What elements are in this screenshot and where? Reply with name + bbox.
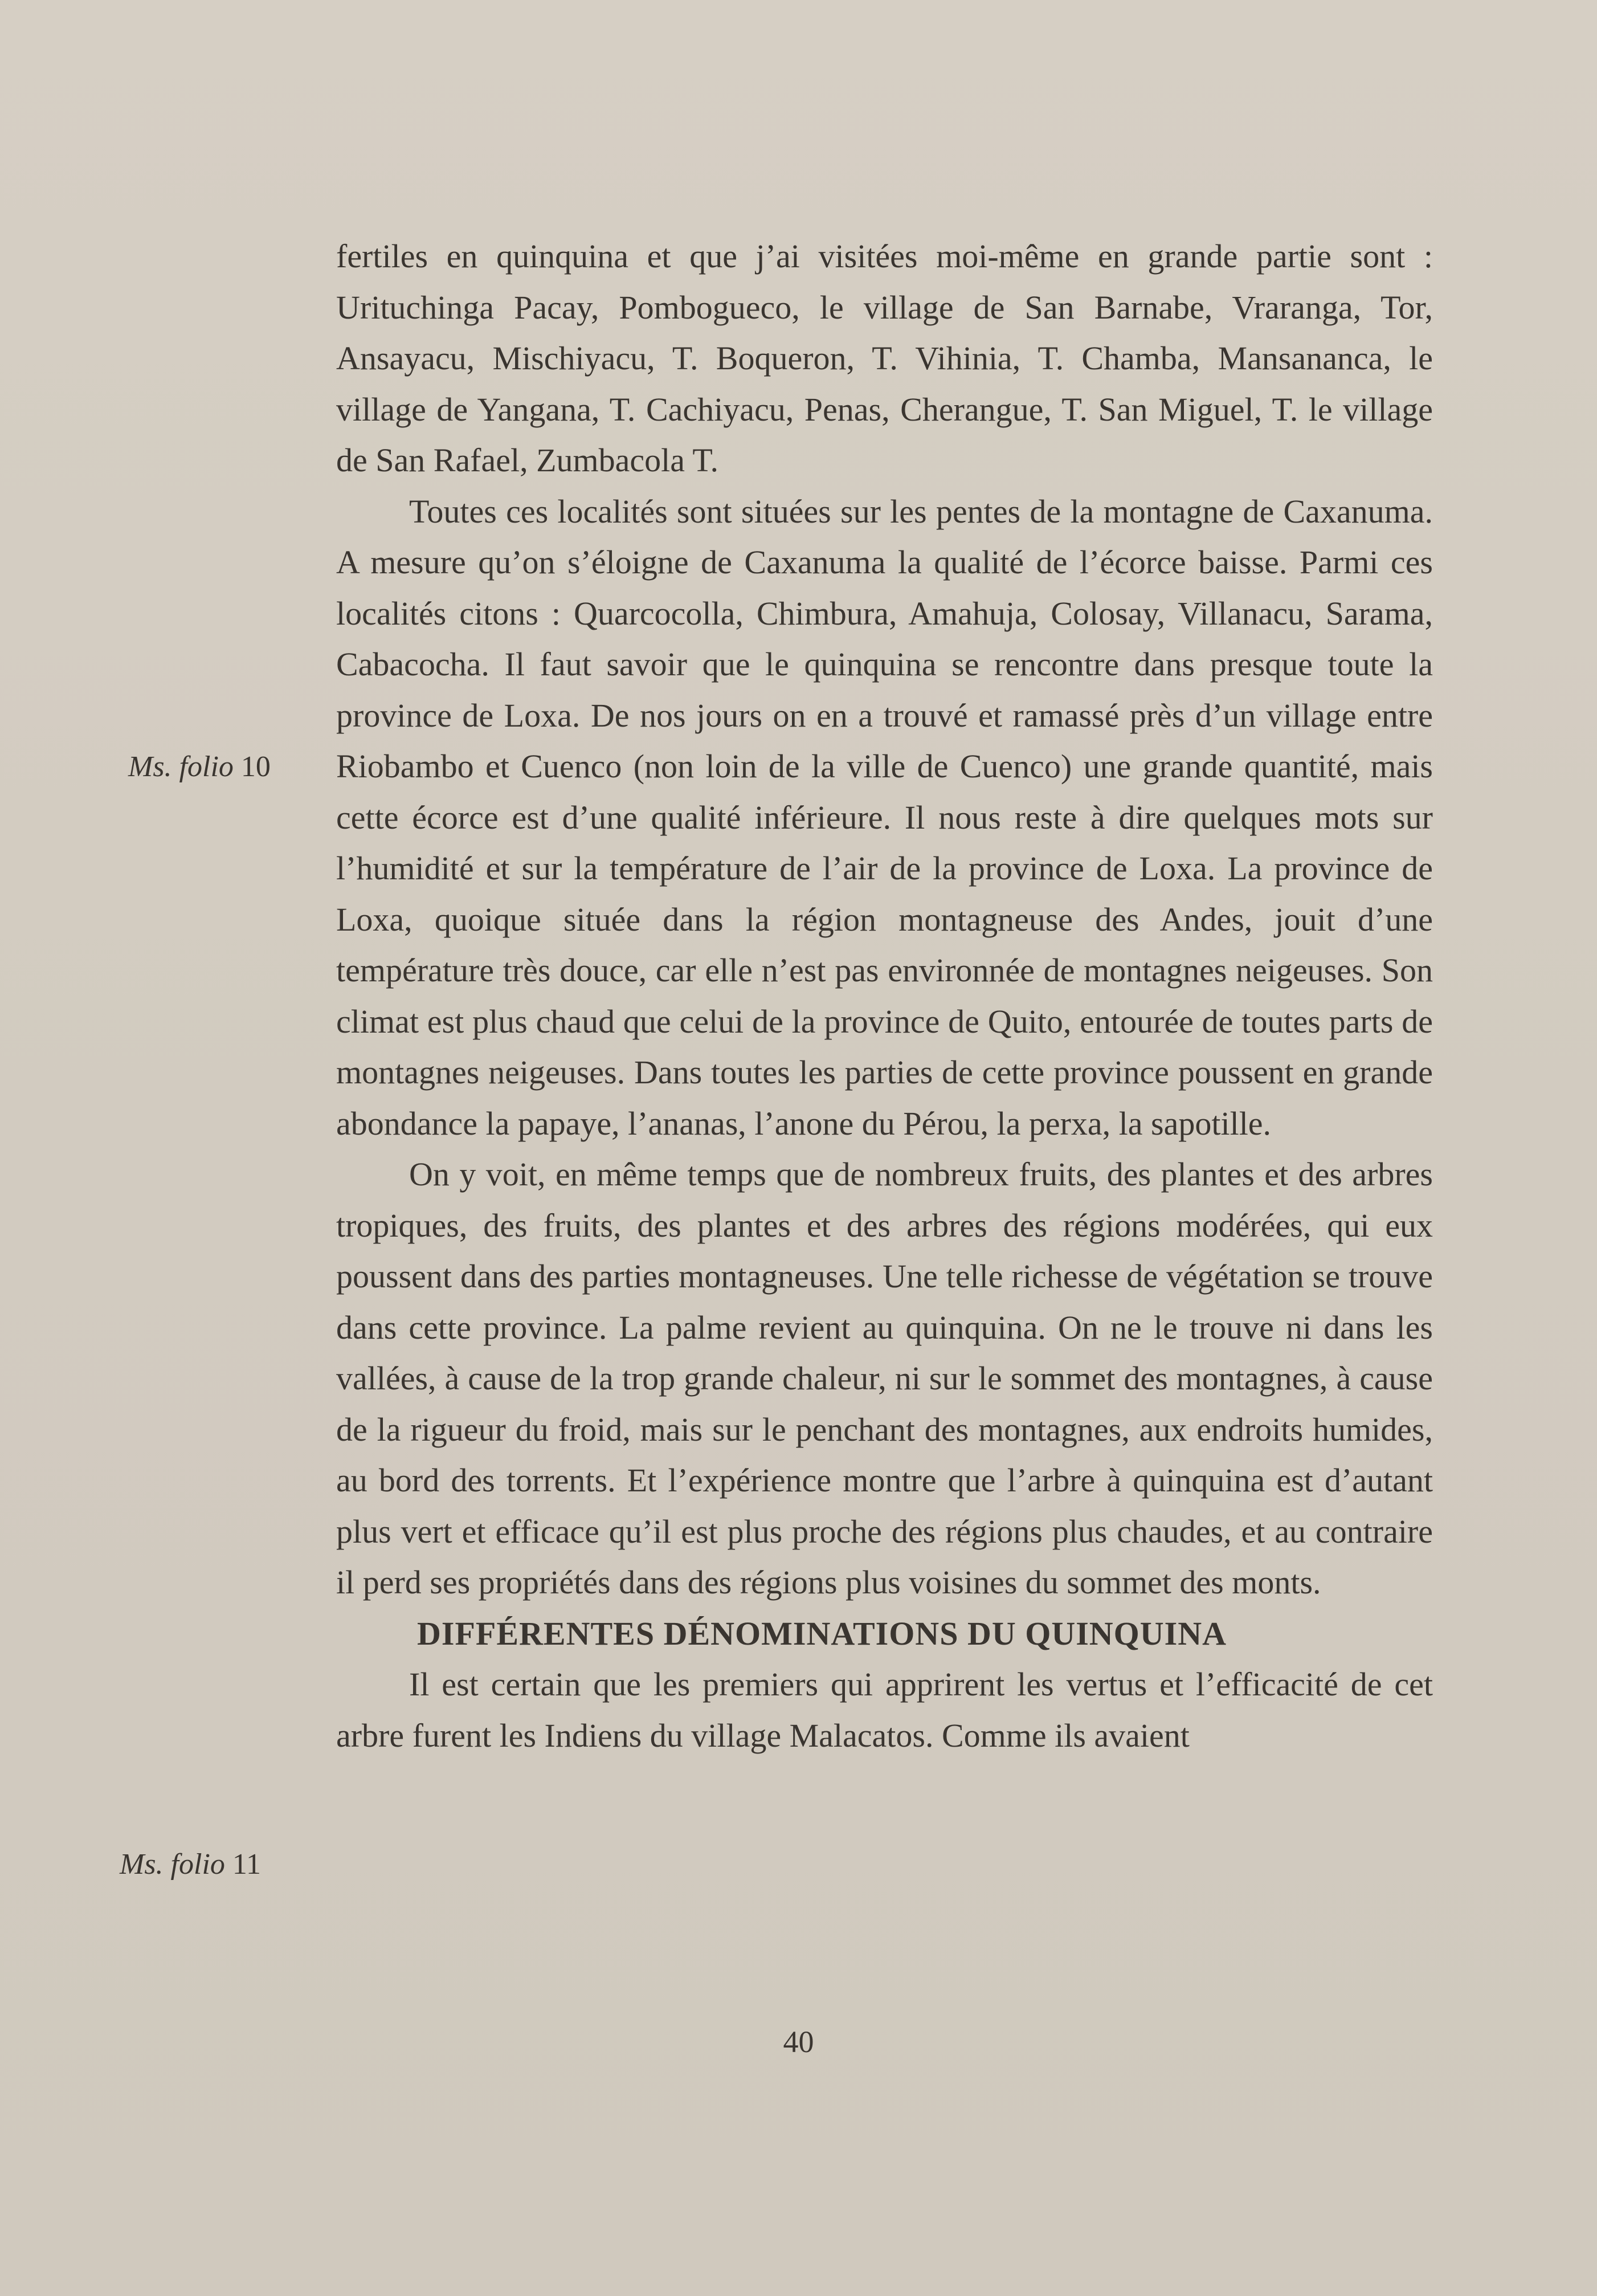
paragraph-malacatos: Il est certain que les premiers qui apprirent les vertus et l’efficacité de cet arbre furent les Indiens du village Malacatos. Comme ils avaient <box>336 1666 1433 1754</box>
margin-note-folio-10 <box>128 750 271 784</box>
paragraph-continuation: fertiles en quinquina et que j’ai visitées moi-même en grande partie sont : Urituchinga Pacay, Pombogueco, le village de San Barnabe, Vraranga, Tor, Ansayacu, Mischiyacu, T. Boqueron, T. Vihinia, T. Chamba, Mansananca, le village de Yangana, T. Cachiyacu, Penas, Cherangue, T. San Miguel, T. le village de San Rafael, Zumbacola T. <box>336 238 1433 479</box>
margin-note-label: Ms. folio <box>128 751 234 783</box>
body-text <box>336 231 1433 1761</box>
margin-note-label: Ms. folio <box>120 1848 225 1881</box>
paragraph-vegetation: On y voit, en même temps que de nombreux fruits, des plantes et des arbres tropiques, des fruits, des plantes et des arbres des régions modérées, qui eux poussent dans des parties montagneuses. Une telle richesse de végétation se trouve dans cette province. La palme revient au quinquina. On ne le trouve ni dans les vallées, à cause de la trop grande chaleur, ni sur le sommet des montagnes, à cause de la rigueur du froid, mais sur le penchant des montagnes, aux endroits humides, au bord des torrents. Et l’expérience montre que l’arbre à quinquina est d’autant plus vert et efficace qu’il est plus proche des régions plus chaudes, et au contraire il perd ses propriétés dans des régions plus voisines du sommet des monts. <box>336 1156 1433 1601</box>
page-number: 40 <box>783 2025 814 2059</box>
section-heading: DIFFÉRENTES DÉNOMINATIONS DU QUINQUINA <box>417 1614 1227 1652</box>
paragraph-caxanuma: Toutes ces localités sont situées sur les pentes de la montagne de Caxanuma. A mesure qu’on s’éloigne de Caxanuma la qualité de l’écorce baisse. Parmi ces localités citons : Quarcocolla, Chimbura, Amahuja, Colosay, Villanacu, Sarama, Cabacocha. Il faut savoir que le quinquina se rencontre dans presque toute la province de Loxa. De nos jours on en a trouvé et ramassé près d’un village entre Riobambo et Cuenco (non loin de la ville de Cuenco) une grande quantité, mais cette écorce est d’une qualité inférieure. Il nous reste à dire quelques mots sur l’humidité et sur la température de l’air de la province de Loxa. La province de Loxa, quoique située dans la région montagneuse des Andes, jouit d’une température très douce, car elle n’est pas environnée de montagnes neigeuses. Son climat est plus chaud que celui de la province de Quito, entourée de toutes parts de montagnes neigeuses. Dans toutes les parties de cette province poussent en grande abondance la papaye, l’ananas, l’anone du Pérou, la perxa, la sapotille. <box>336 492 1433 1142</box>
margin-note-number: 10 <box>240 751 271 783</box>
margin-note-folio-11 <box>120 1848 261 1882</box>
margin-note-number: 11 <box>232 1848 261 1881</box>
